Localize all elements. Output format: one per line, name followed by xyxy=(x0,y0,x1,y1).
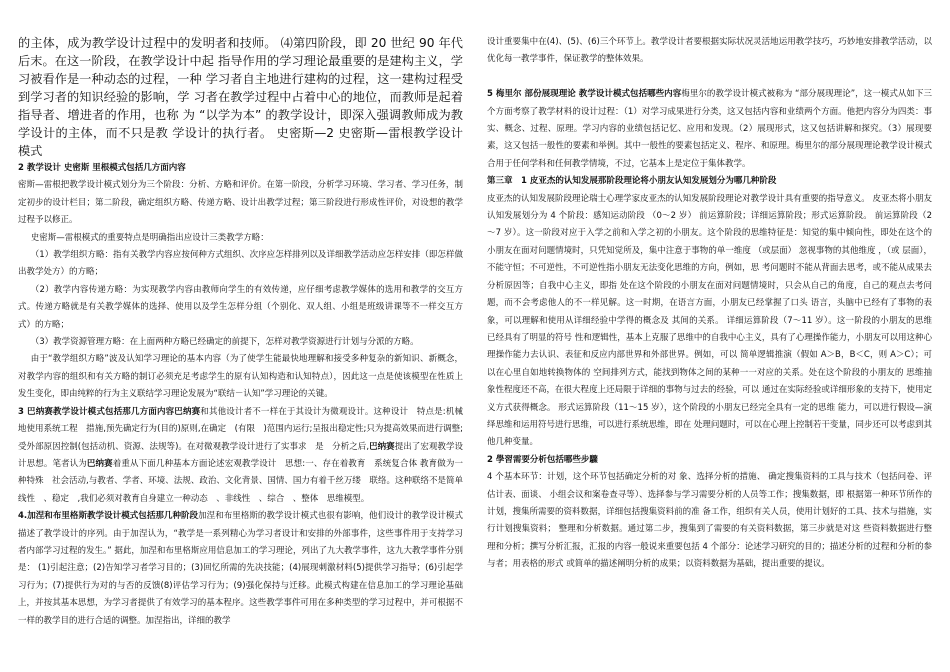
left-paragraph: （1）教学组织方略：指有关教学内容应按何种方式组织、次序应怎样排列以及详细教学活动应怎样安排（即怎样做出教学处方）的方略； xyxy=(18,250,463,278)
left-paragraph: （3）教学资源管理方略：在上面两种方略已经确定的前提下，怎样对教学资源进行计划与分派的方略。 xyxy=(30,337,419,348)
right-paragraph: 4 个基本环节：计划，这个环节包括确定分析的对 象、选择分析的措施、 确定搜集资料的工具与技术（包括问卷、评估计表、面谈、 小组会议和案卷查寻等）、选择参与学习需要分析的人员等工作；搜集数据，即 根据第一种环节所作的计划，搜集所需要的资料数据，详细包括搜集资料前的准 备工作，组织有关人员，使用计划好的工具、技术与措施，实行计划搜集资料； 整理和分析数据。通过第二步，搜集到了需要的有关资料数据，第三步就是对这 些资料数据进行整理和分析；撰写分析汇报，汇报的内容一般说来重要包括 4 个部分：论述学习研究的目的；描述分析的过程和分析的参与者；用表格的形式 或简单的描述阐明分析的成果；以资料数据为基础，提出重要的提议。 xyxy=(487,472,932,570)
left-paragraph: 密斯—雷根把教学设计模式划分为三个阶段：分析、方略和评价。在第一阶段，分析学习环境、学习者、学习任务，制定初步的设计栏目；第二阶段，确定组织方略、传递方略、设计出教学过程；第三阶段进行形成性评价，对设想的教学过程予以修正。 xyxy=(18,180,463,226)
left-paragraph: （2）教学内容传递方略：为实现教学内容由教师向学生的有效传递，应仔细考虑教学媒体的选用和教学的交互方式。传递方略就是有关教学媒体的选择、使用以及学生怎样分组（个别化、双人组、小组是班级讲课等不一样交互方式）的方略； xyxy=(18,284,463,330)
left-paragraph: 4.加涅和布里格斯教学设计模式包括那几种阶段加涅和布里格斯的教学设计模式也很有影响，他们设计的教学设计模式描述了教学设计的序列。由于加涅认为，“教学是一系列精心为学习者设计和安排的外部事件，这些事件用于支持学习者内部学习过程的发生。” 据此，加涅和布里格斯应用信息加工的学习理论，列出了九大教学事件，这九大教学事件分别是： (1)引起注意；(2)告知学习者学习目的；(3)回忆所需的先决技能；(4)展现刺激材料(5)提供学习指导；(6)引起学习行为；(7)提供行为对的与否的反馈(8)评估学习行为；(9)强化保持与迁移。此模式构建在信息加工的学习理论基础上，并按其基本思想，为学习者提供了有效学习的基本程序。这些教学事件可用在多种类型的学习过程中，并可根据不一样的教学目的进行合适的调整。加涅指出，详细的教学 xyxy=(18,511,463,626)
right-column xyxy=(487,34,932,574)
right-paragraph: 第三章 1 皮亚杰的认知发展那阶段理论将小朋友认知发展划分为哪几种阶段 xyxy=(487,176,777,187)
left-paragraph: 3 巴纳赛教学设计模式包括那几方面内容巴纳赛和其他设计者不一样在于其设计为微观设计。这种设计 特点是:机械地使用系统工程 措施,预先确定行为(目的)原则,在确定 (有限 )范围内运行;呈报出稳定性;只为提高效果而进行调整;受外部原因控制(包括动机、资源、法规等)。在对微观教学设计进行了实事求 是 分析之后,巴纳赛提出了宏观教学设计思想。笔者认为巴纳赛着重从下面几种基本方面论述宏观教学设计 思想:一、存在着教育 系统复合体 教育做为一种特殊 社会活动,与教者、学者、环境、法规、政治、文化背景、国情、国力有着千丝万缕 联络。这种联络不是简单线性 、稳定 ,我们必须对教育自身建立一种动态 、非线性 、综合 、整体 思维模型。 xyxy=(18,406,463,504)
left-paragraph: 2 教学设计 史密斯 里根模式包括几方面内容 xyxy=(18,163,186,173)
left-paragraph: 由于“教学组织方略”波及认知学习理论的基本内容（为了使学生能最快地理解和接受多种复杂的新知识、新概念，对教学内容的组织和有关方略的制订必须充足考虑学生的原有认知构造和认知特点），因此这一点是使该模型在性质上发生变化，即由纯粹的行为主义联结学习理论发展为“联结－认知”学习理论的关键。 xyxy=(18,354,463,400)
right-paragraph: 设计重要集中在(4)、(5)、(6)三个环节上。教学设计者要根据实际状况灵活地运用教学技巧，巧妙地安排教学活动，以优化每一教学事件，保证教学的整体效果。 xyxy=(487,37,932,65)
right-paragraph: 皮亚杰的认知发展阶段理论瑞士心理学家皮亚杰的认知发展阶段理论对教学设计具有重要的指导意义。 皮亚杰将小朋友认知发展划分为 4 个阶段：感知运动阶段 （0～2 岁） 前运算阶段；详细运算阶段；形式运算阶段。 前运算阶段（2～7 岁）。这一阶段对应于入学之前和入学之初的小朋友。这个阶段的思维特征是：知觉的集中倾向性，即处在这个的小朋友在面对问题情境时，只凭知觉所及，集中注意于事物的单一维度 （或层面） 忽视事物的其他维度 ，（或 层面），不能守恒；不可逆性，不可逆性指小朋友无法变化思维的方向，例如，思 考问题时不能从背面去思考，或不能从成果去分析原因等；自我中心主义，即指 处在这个阶段的小朋友在面对问题情境时，只会从自己的角度，自己的观点去考问 题，而不会考虑他人的不一样见解。这一时期，在语言方面，小朋友已经掌握了口头 语言，头脑中已经有了事物的表象，可以理解和使用从详细经验中学得的概念及 其间的关系。 详细运算阶段（7～11 岁）。这一阶段的小朋友的思维已经具有了明显的符号 性和逻辑性，基本上克服了思维中的自我中心主义，具有了心理操作能力，小朋友可以用这种心理操作能力去认识、表征和反应内部世界和外部世界。例如，可以 简单逻辑推演（假如 A＞B，B＜C，则 A＞C）；可以在心里自如地转换物体的 空间排列方式，能找到物体之间的某种一一对应的关系。处在这个阶段的小朋友的 思维抽象性程度还不高，在很大程度上还局限于详细的事物与过去的经验，可以 通过在实际经验或详细形象的支持下，使用定义方式获得概念。 形式运算阶段（11～15 岁），这个阶段的小朋友已经完全具有一定的思维 能力，可以进行假设—演绎思维和运用符号进行思维，可以进行系统思维，即在 处理问题时，可以在心理上控制若干变量，同步还可以考虑到其他几种变量。 xyxy=(487,193,932,448)
right-paragraph: 5 梅里尔 部份展现理论 教学设计模式包括哪些内容梅里尔的教学设计模式被称为 “部分展现理论”，这一模式从如下三个方面考察了教学材料的设计过程：（1）对学习成果进行分类，这又包括内容和业绩两个方面。他把内容分为四类：事实、概念、过程、原理。学习内容的业绩包括记忆、应用和发现。（2）展现形式，这又包括讲解和探究。（3）展现要素，这又包括一般性的要素和举例。其中一般性的要素包括定义、程序、和原理。梅里尔的部分展现理论教学设计模式合用于任何学科和任何教学情境，不过，它基本上是定位于集体教学。 xyxy=(487,89,933,169)
left-paragraph: 的主体，成为教学设计过程中的发明者和技师。 ⑷第四阶段，即 20 世纪 90 年代后末。在这一阶段，在教学设计中起 指导作用的学习理论最重要的是建构主义，学习被看作是一种动态的过程，一种 学习者自主地进行建构的过程，这一建构过程受到学习者的知识经验的影响，学 习者在教学过程中占着中心的地位，而教师是起着指导者、增进者的作用，也称 为 “以学为本” 的教学设计，即深入强调教师成为教学设计的主体，而不只是教 学设计的执行者。 史密斯—2 史密斯—雷根教学设计模式 xyxy=(18,36,463,158)
right-paragraph xyxy=(487,69,932,86)
left-paragraph: 史密斯—雷根模式的重要特点是明确指出应设计三类教学方略： xyxy=(30,232,269,243)
left-column xyxy=(18,34,463,630)
right-paragraph: 2 學習需要分析包括哪些步驟 xyxy=(487,454,598,465)
